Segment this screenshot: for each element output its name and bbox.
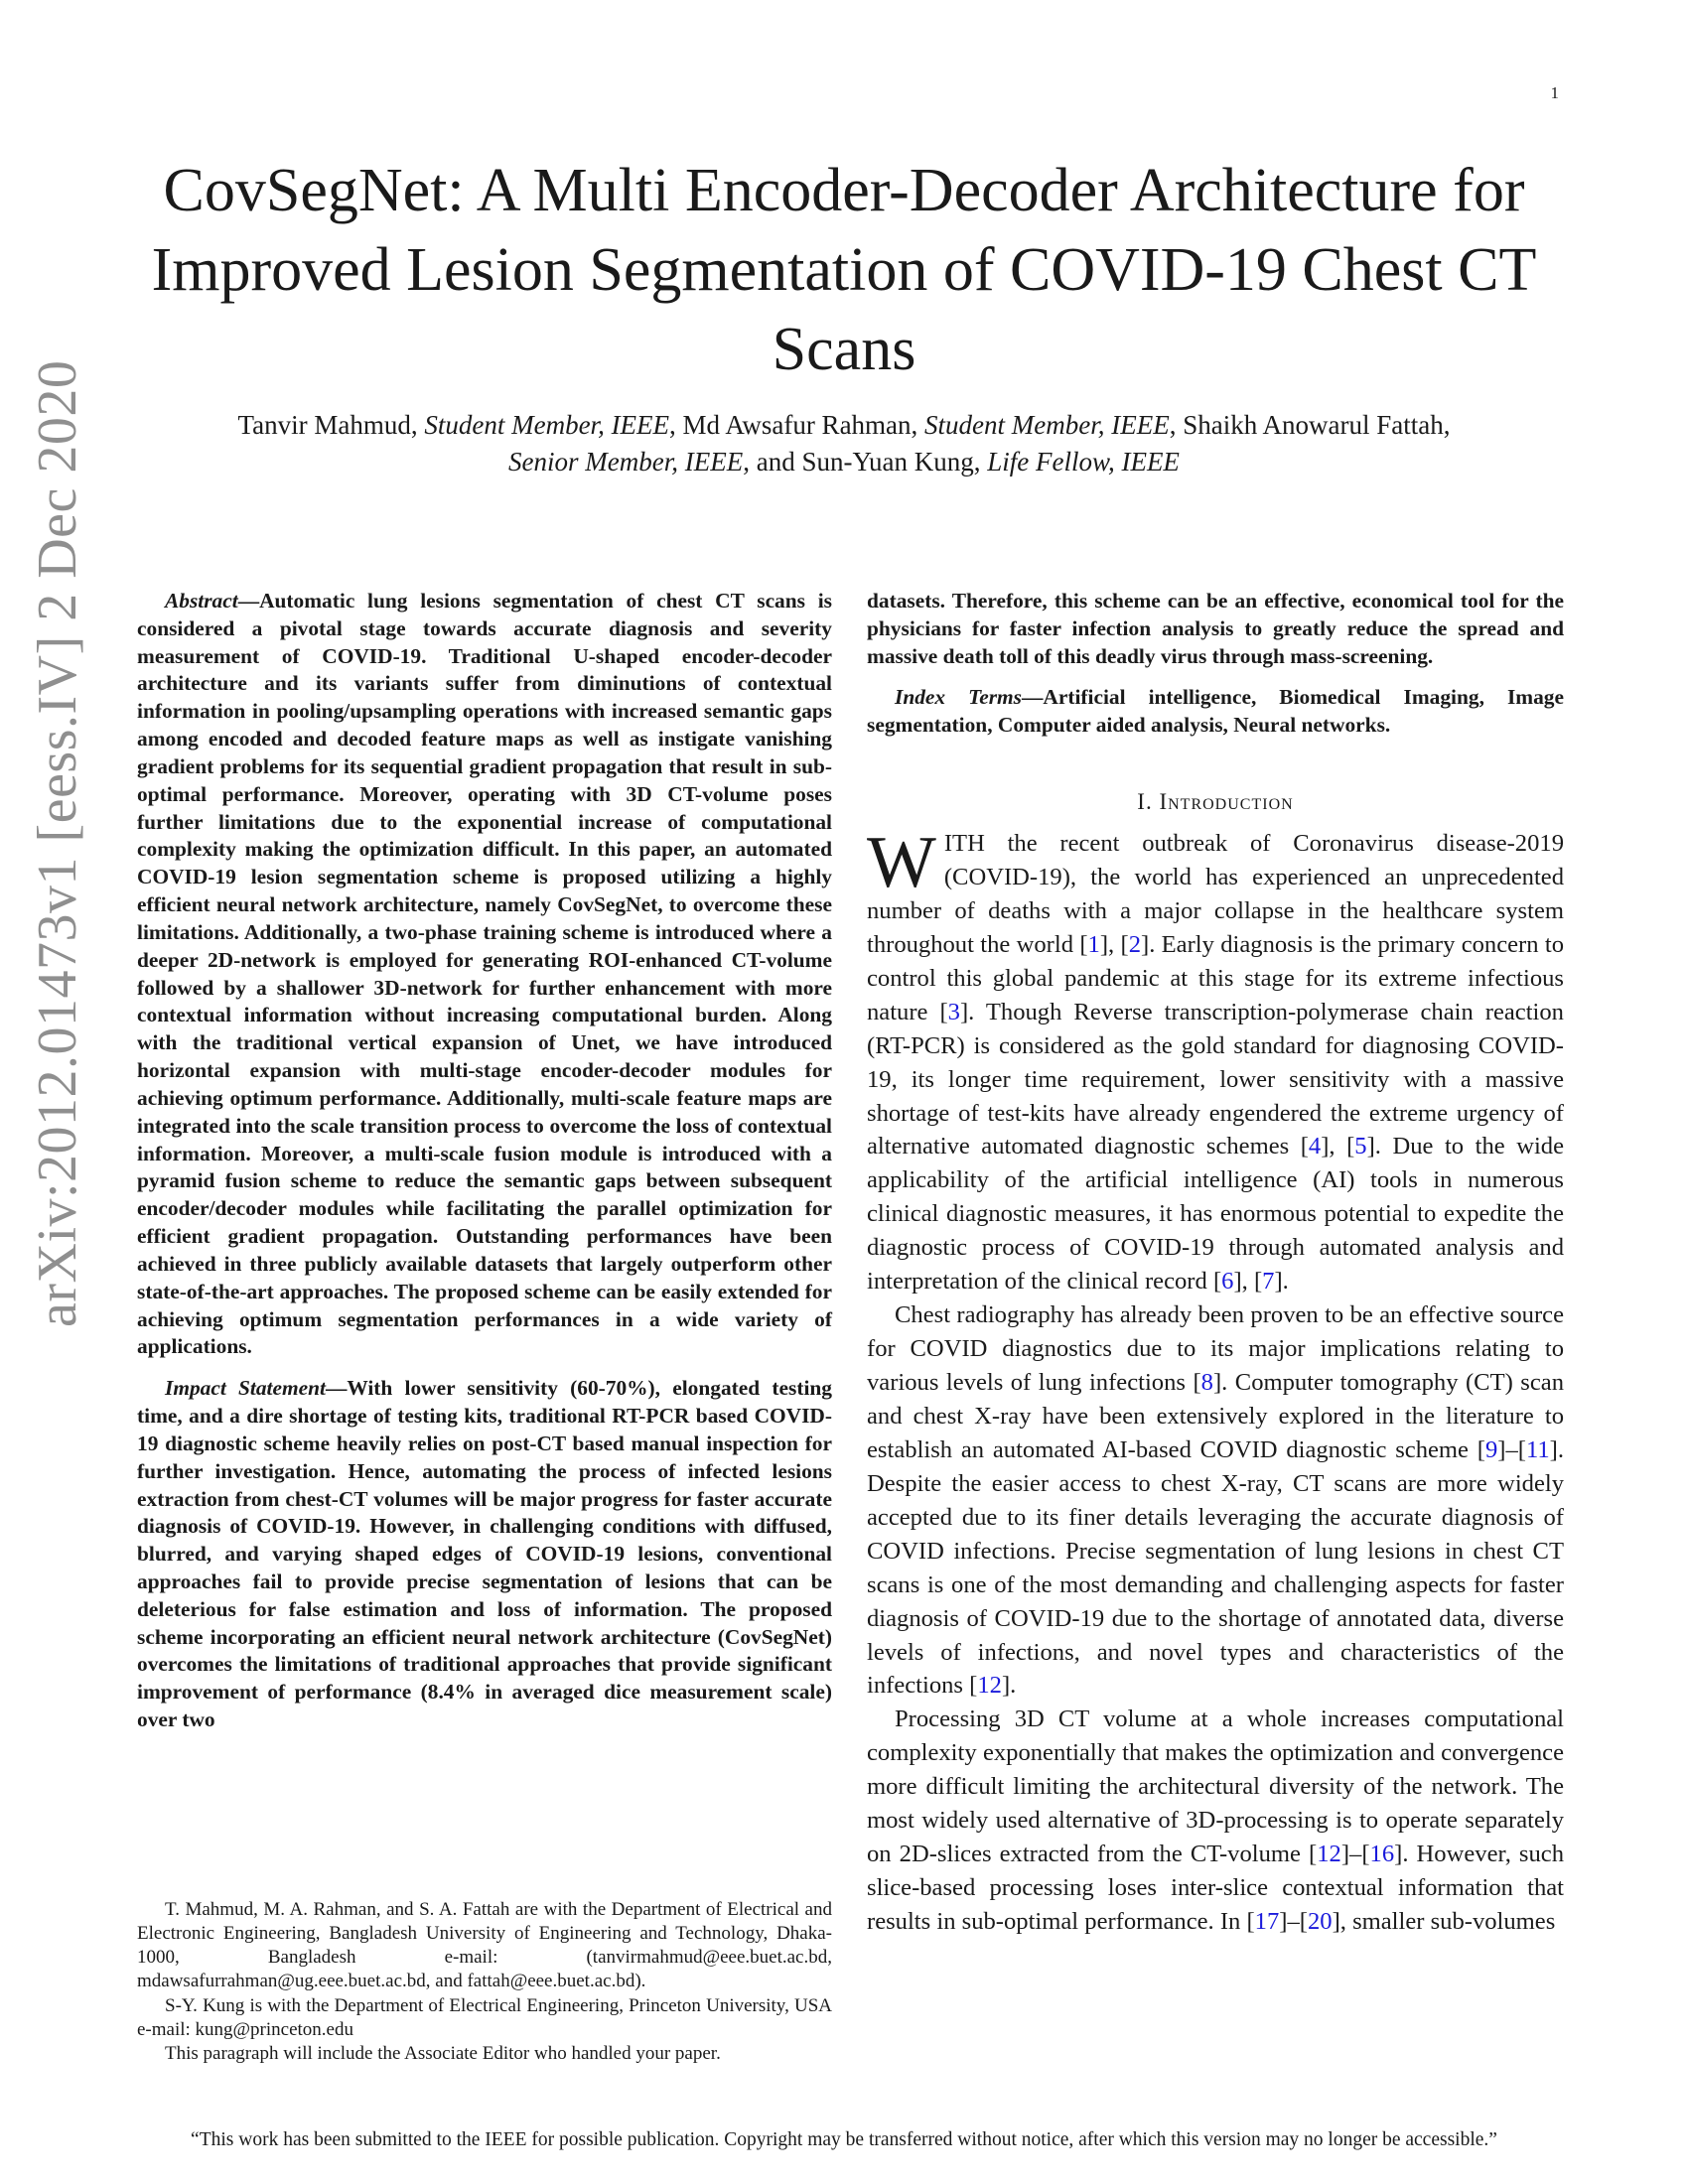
author-role: Student Member, IEEE — [424, 410, 670, 440]
footnote-affiliation-2: S-Y. Kung is with the Department of Electrical Engineering, Princeton University, USA e-mail: kung@princeton.edu — [137, 1994, 832, 2040]
author-footnotes — [137, 1898, 832, 2066]
footnote-editor-note: This paragraph will include the Associate Editor who handled your paper. — [165, 2042, 721, 2064]
intro-paragraph-3-text: Processing 3D CT volume at a whole increases computational complexity exponentially that makes the optimization and convergence more difficult limiting the architectural diversity of the network. The most widely used alternative of 3D-processing is to operate separately on 2D-slices extracted from the CT-volume [12]–[16]. However, such slice-based processing loses inter-slice contextual information that results in sub-optimal performance. In [17]–[20], smaller sub-volumes — [867, 1706, 1565, 1936]
citation-link[interactable]: 8 — [1200, 1369, 1213, 1397]
copyright-notice: “This work has been submitted to the IEEE for possible publication. Copyright may be transferred without notice, after which this version may no longer be accessible.” — [191, 2129, 1497, 2150]
citation-link[interactable]: 16 — [1369, 1841, 1395, 1868]
author-name: Sun-Yuan Kung — [801, 446, 974, 477]
intro-paragraph-2 — [867, 1298, 1564, 1703]
author-list: Tanvir Mahmud, Student Member, IEEE, Md Awsafur Rahman, Student Member, IEEE, Shaikh Anowarul Fattah, Senior Member, IEEE, and Sun-Yuan Kung, Life Fellow, IEEE — [237, 410, 1451, 477]
section-title: Introduction — [1159, 789, 1294, 815]
citation-link[interactable]: 12 — [1317, 1841, 1341, 1868]
index-terms-text: Artificial intelligence, Biomedical Imaging, Image segmentation, Computer aided analysis, Neural networks. — [867, 685, 1564, 738]
index-terms: Index Terms—Artificial intelligence, Biomedical Imaging, Image segmentation, Computer aided analysis, Neural networks. — [867, 685, 1564, 738]
citation-link[interactable]: 1 — [1087, 930, 1100, 958]
impact-statement-label: Impact Statement — [165, 1376, 326, 1401]
intro-paragraph-1 — [867, 822, 1564, 1298]
abstract-label: Abstract — [165, 589, 238, 613]
section-number: I. — [1137, 789, 1153, 815]
left-column — [137, 588, 832, 1734]
citation-link[interactable]: 2 — [1128, 930, 1141, 958]
author-role: Life Fellow, IEEE — [987, 446, 1180, 477]
section-heading — [867, 787, 1564, 817]
intro-paragraph-3 — [867, 1703, 1564, 1939]
citation-link[interactable]: 5 — [1354, 1133, 1367, 1160]
citation-link[interactable]: 17 — [1254, 1908, 1280, 1936]
abstract: Abstract—Automatic lung lesions segmentation of chest CT scans is considered a pivotal stage towards accurate diagnosis and severity measurement of COVID-19. Traditional U-shaped encoder-decoder architecture and its variants suffer from diminutions of contextual information in pooling/upsampling operations with increased semantic gaps among encoded and decoded feature maps as well as instigate vanishing gradient problems for its sequential gradient propagation that result in sub-optimal performance. Moreover, operating with 3D CT-volume poses further limitations due to the exponential increase of computational complexity making the optimization difficult. In this paper, an automated COVID-19 lesion segmentation scheme is proposed utilizing a highly efficient neural network architecture, namely CovSegNet, to overcome these limitations. Additionally, a two-phase training scheme is introduced where a deeper 2D-network is employed for generating ROI-enhanced CT-volume followed by a shallower 3D-network for further enhancement with more contextual information without increasing computational burden. Along with the traditional vertical expansion of Unet, we have introduced horizontal expansion with multi-stage encoder-decoder modules for achieving optimum performance. Additionally, multi-scale feature maps are integrated into the scale transition process to overcome the loss of contextual information. Moreover, a multi-scale fusion module is introduced with a pyramid fusion scheme to reduce the semantic gaps between subsequent encoder/decoder modules while facilitating the parallel optimization for efficient gradient propagation. Outstanding performances have been achieved in three publicly available datasets that largely outperform other state-of-the-art approaches. The proposed scheme can be easily extended for achieving optimum segmentation performances in a wide variety of applications. — [137, 589, 832, 1359]
author-name: Md Awsafur Rahman — [682, 410, 912, 440]
arxiv-identifier-stamp: arXiv:2012.01473v1 [eess.IV] 2 Dec 2020 — [27, 359, 88, 1327]
page-number: 1 — [1550, 83, 1559, 102]
abstract-text: Automatic lung lesions segmentation of chest CT scans is considered a pivotal stage towards accurate diagnosis and severity measurement of COVID-19. Traditional U-shaped encoder-decoder architecture and its variants suffer from diminutions of contextual information in pooling/upsampling operations with increased semantic gaps among encoded and decoded feature maps as well as instigate vanishing gradient problems for its sequential gradient propagation that result in sub-optimal performance. Moreover, operating with 3D CT-volume poses further limitations due to the exponential increase of computational complexity making the optimization difficult. In this paper, an automated COVID-19 lesion segmentation scheme is proposed utilizing a highly efficient neural network architecture, namely CovSegNet, to overcome these limitations. Additionally, a two-phase training scheme is introduced where a deeper 2D-network is employed for generating ROI-enhanced CT-volume followed by a shallower 3D-network for further enhancement with more contextual information without increasing computational burden. Along with the traditional vertical expansion of Unet, we have introduced horizontal expansion with multi-stage encoder-decoder modules for achieving optimum performance. Additionally, multi-scale feature maps are integrated into the scale transition process to overcome the loss of contextual information. Moreover, a multi-scale fusion module is introduced with a pyramid fusion scheme to reduce the semantic gaps between subsequent encoder/decoder modules while facilitating the parallel optimization for efficient gradient propagation. Outstanding performances have been achieved in three publicly available datasets that largely outperform other state-of-the-art approaches. The proposed scheme can be easily extended for achieving optimum segmentation performances in a wide variety of applications. — [137, 589, 832, 1359]
citation-link[interactable]: 4 — [1308, 1133, 1322, 1160]
impact-statement-continued: datasets. Therefore, this scheme can be an effective, economical tool for the physicians for faster infection analysis to greatly reduce the spread and massive death toll of this deadly virus through mass-screening. — [867, 589, 1564, 668]
index-terms-label: Index Terms — [895, 685, 1023, 710]
footnote-affiliation-1: T. Mahmud, M. A. Rahman, and S. A. Fattah are with the Department of Electrical and Electronic Engineering, Bangladesh University of Engineering and Technology, Dhaka-1000, Bangladesh e-mail: (tanvirmahmud@eee.buet.ac.bd, mdawsafurrahman@ug.eee.buet.ac.bd, and fattah@eee.buet.ac.bd). — [137, 1899, 832, 1992]
intro-paragraph-2-text: Chest radiography has already been proven to be an effective source for COVID diagnostics due to its major implications relating to various levels of lung infections [8]. Computer tomography (CT) scan and chest X-ray have been extensively explored in the literature to establish an automated AI-based COVID diagnostic scheme [9]–[11]. Despite the easier access to chest X-ray, CT scans are more widely accepted due to its finer details leveraging the accurate diagnosis of COVID infections. Precise segmentation of lung lesions in chest CT scans is one of the most demanding and challenging aspects for faster diagnosis of COVID-19 due to the shortage of annotated data, diverse levels of infections, and novel types and characteristics of the infections [12]. — [867, 1301, 1564, 1700]
citation-link[interactable]: 3 — [947, 998, 960, 1025]
author-name: Shaikh Anowarul Fattah — [1183, 410, 1444, 440]
paper-title: CovSegNet: A Multi Encoder-Decoder Architecture for Improved Lesion Segmentation of COVID-19 Chest CT Scans — [151, 157, 1537, 383]
citation-link[interactable]: 11 — [1525, 1435, 1550, 1463]
right-column — [867, 588, 1564, 1939]
author-role: Senior Member, IEEE — [508, 446, 744, 477]
citation-link[interactable]: 20 — [1307, 1908, 1333, 1936]
citation-link[interactable]: 7 — [1262, 1268, 1275, 1296]
impact-statement-text: With lower sensitivity (60-70%), elongated testing time, and a dire shortage of testing kits, traditional RT-PCR based COVID-19 diagnostic scheme heavily relies on post-CT based manual inspection for further investigation. Hence, automating the process of infected lesions extraction from chest-CT volumes will be major progress for faster accurate diagnosis of COVID-19. However, in challenging conditions with diffused, blurred, and varying shaped edges of COVID-19 lesions, conventional approaches fail to provide precise segmentation of lesions that can be deleterious for false estimation and loss of information. The proposed scheme incorporating an efficient neural network architecture (CovSegNet) overcomes the limitations of traditional approaches that provide significant improvement of performance (8.4% in averaged dice measurement scale) over two — [137, 1376, 832, 1732]
impact-statement: Impact Statement—With lower sensitivity (60-70%), elongated testing time, and a dire shortage of testing kits, traditional RT-PCR based COVID-19 diagnostic scheme heavily relies on post-CT based manual inspection for further investigation. Hence, automating the process of infected lesions extraction from chest-CT volumes will be major progress for faster accurate diagnosis of COVID-19. However, in challenging conditions with diffused, blurred, and varying shaped edges of COVID-19 lesions, conventional approaches fail to provide precise segmentation of lesions that can be deleterious for false estimation and loss of information. The proposed scheme incorporating an efficient neural network architecture (CovSegNet) overcomes the limitations of traditional approaches that provide significant improvement of performance (8.4% in averaged dice measurement scale) over two — [137, 1376, 832, 1732]
citation-link[interactable]: 6 — [1221, 1268, 1234, 1296]
author-name: Tanvir Mahmud — [237, 410, 411, 440]
author-role: Student Member, IEEE — [924, 410, 1170, 440]
citation-link[interactable]: 9 — [1484, 1435, 1498, 1463]
drop-cap-letter: W — [867, 822, 936, 904]
intro-paragraph-1-text: ITH the recent outbreak of Coronavirus disease-2019 (COVID-19), the world has experienced an unprecedented number of deaths with a major collapse in the healthcare system throughout the world [1], [2]. Early diagnosis is the primary concern to control this global pandemic at this stage for its extreme infectious nature [3]. Though Reverse transcription-polymerase chain reaction (RT-PCR) is considered as the gold standard for diagnosing COVID-19, its longer time requirement, lower sensitivity with a massive shortage of test-kits have already engendered the extreme urgency of alternative automated diagnostic schemes [4], [5]. Due to the wide applicability of the artificial intelligence (AI) tools in numerous clinical diagnostic measures, it has enormous potential to expedite the diagnostic process of COVID-19 through automated analysis and interpretation of the clinical record [6], [7]. — [867, 830, 1564, 1296]
citation-link[interactable]: 12 — [977, 1672, 1002, 1700]
